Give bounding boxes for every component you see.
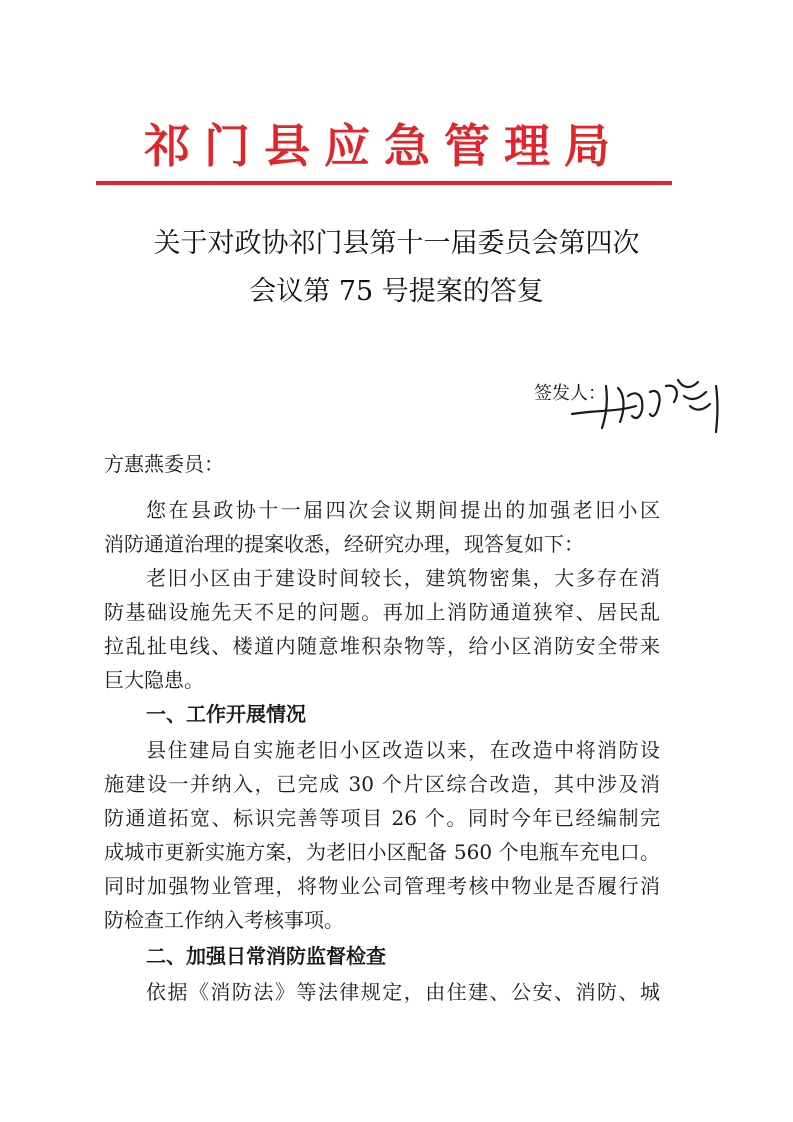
paragraph-line: 县住建局自实施老旧小区改造以来，在改造中将消防设 [146, 738, 660, 762]
section-heading-1: 一、工作开展情况 [146, 702, 306, 726]
document-title-line-2: 会议第 75 号提案的答复 [249, 276, 544, 307]
document-title-line-1: 关于对政协祁门县第十一届委员会第四次 [153, 228, 640, 259]
salutation: 方惠燕委员： [104, 452, 224, 476]
paragraph-line: 防检查工作纳入考核事项。 [104, 908, 344, 932]
letterhead-red-rule [96, 181, 672, 185]
paragraph-line: 同时加强物业管理，将物业公司管理考核中物业是否履行消 [104, 874, 660, 898]
paragraph-line: 消防通道治理的提案收悉，经研究办理，现答复如下： [104, 532, 584, 556]
signer-label: 签发人： [534, 383, 606, 404]
agency-letterhead: 祁门县应急管理局 [144, 119, 624, 173]
paragraph-line: 依据《消防法》等法律规定，由住建、公安、消防、城 [146, 980, 660, 1004]
paragraph-line: 防通道拓宽、标识完善等项目 26 个。同时今年已经编制完 [104, 806, 660, 830]
paragraph-line: 您在县政协十一届四次会议期间提出的加强老旧小区 [146, 498, 660, 522]
paragraph-line: 防基础设施先天不足的问题。再加上消防通道狭窄、居民乱 [104, 600, 660, 624]
section-heading-2: 二、加强日常消防监督检查 [146, 944, 386, 968]
paragraph-line: 拉乱扯电线、楼道内随意堆积杂物等，给小区消防安全带来 [104, 634, 660, 658]
paragraph-line: 老旧小区由于建设时间较长，建筑物密集，大多存在消 [146, 566, 660, 590]
paragraph-line: 施建设一并纳入，已完成 30 个片区综合改造，其中涉及消 [104, 772, 660, 796]
paragraph-line: 成城市更新实施方案，为老旧小区配备 560 个电瓶车充电口。 [104, 840, 660, 864]
handwritten-signature [566, 366, 736, 438]
paragraph-line: 巨大隐患。 [104, 668, 204, 692]
